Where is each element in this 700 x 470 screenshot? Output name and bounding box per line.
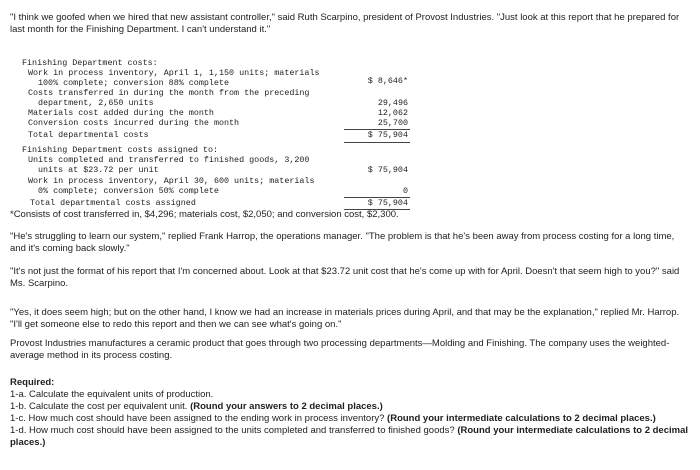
- conversion-value: 25,700: [377, 118, 408, 128]
- wip-begin-line1: Work in process inventory, April 1, 1,150 units; materials: [28, 68, 320, 78]
- transferred-line2: department, 2,650 units: [38, 98, 154, 108]
- wip-begin-line2: 100% complete; conversion 88% complete: [38, 78, 229, 88]
- footnote: *Consists of cost transferred in, $4,296; materials cost, $2,050; and conversion cost, $2,300.: [10, 209, 399, 220]
- question-1b: [10, 401, 690, 413]
- paragraph-harrop-reply: "Yes, it does seem high; but on the other hand, I know we had an increase in materials prices during April, and that may be the explanation," replied Mr. Harrop. "I'll get someone else to redo this report and then we can see what's going on.": [10, 307, 680, 330]
- required-heading: Required:: [10, 377, 55, 388]
- paragraph-harrop: "He's struggling to learn our system," replied Frank Harrop, the operations manager. "The problem is that he's been away from process costing for a long time, and it's coming back slowly.": [10, 231, 675, 254]
- wip-end-line2: 0% complete; conversion 50% complete: [38, 186, 219, 196]
- units-completed-line2: units at $23.72 per unit: [38, 165, 159, 175]
- wip-end-value: 0: [402, 186, 408, 196]
- wip-end-line1: Work in process inventory, April 30, 600 units; materials: [28, 176, 315, 186]
- question-1b-instruction: (Round your answers to 2 decimal places.): [190, 401, 383, 412]
- total-assigned-value: $ 75,904: [367, 198, 408, 208]
- materials-value: 12,062: [377, 108, 408, 118]
- transferred-line1: Costs transferred in during the month from the preceding: [28, 88, 310, 98]
- question-1d-text: 1-d. How much cost should have been assigned to the units completed and transferred to finished goods?: [10, 425, 458, 436]
- paragraph-scarpino: "It's not just the format of his report that I'm concerned about. Look at that $23.72 unit cost that he's come up with for April. Doesn't that seem high to you?" said Ms. Scarpino.: [10, 266, 680, 289]
- conversion-line: Conversion costs incurred during the month: [28, 118, 240, 128]
- question-1c-text: 1-c. How much cost should have been assigned to the ending work in process inventory?: [10, 413, 388, 424]
- paragraph-company: Provost Industries manufactures a ceramic product that goes through two processing departments—Molding and Finishing. The company uses the weighted-average method in its process costing.: [10, 338, 670, 361]
- question-1c: [10, 413, 690, 425]
- units-completed-line1: Units completed and transferred to finished goods, 3,200: [28, 155, 310, 165]
- wip-begin-value: $ 8,646*: [367, 76, 408, 86]
- total-costs-label: Total departmental costs: [28, 130, 149, 140]
- question-1c-instruction: (Round your intermediate calculations to 2 decimal places.): [387, 413, 656, 424]
- question-1d: [10, 425, 690, 449]
- materials-line: Materials cost added during the month: [28, 108, 214, 118]
- total-rule: [344, 142, 410, 143]
- question-1a: 1-a. Calculate the equivalent units of production.: [10, 389, 214, 400]
- question-1d-instruction: (Round your intermediate calculations to 2 decimal places.): [10, 425, 688, 448]
- assigned-heading: Finishing Department costs assigned to:: [22, 145, 219, 155]
- units-completed-value: $ 75,904: [367, 165, 408, 175]
- transferred-value: 29,496: [377, 98, 408, 108]
- required-section: [10, 377, 690, 449]
- intro-paragraph: "I think we goofed when we hired that new assistant controller," said Ruth Scarpino, president of Provost Industries. "Just look at this report that he prepared for last month for the Finishing Department. I can't understand it.": [10, 12, 680, 35]
- total-assigned-label: Total departmental costs assigned: [30, 198, 196, 208]
- total-costs-value: $ 75,904: [367, 130, 408, 140]
- question-1b-text: 1-b. Calculate the cost per equivalent unit.: [10, 401, 191, 412]
- report-heading: Finishing Department costs:: [22, 58, 158, 68]
